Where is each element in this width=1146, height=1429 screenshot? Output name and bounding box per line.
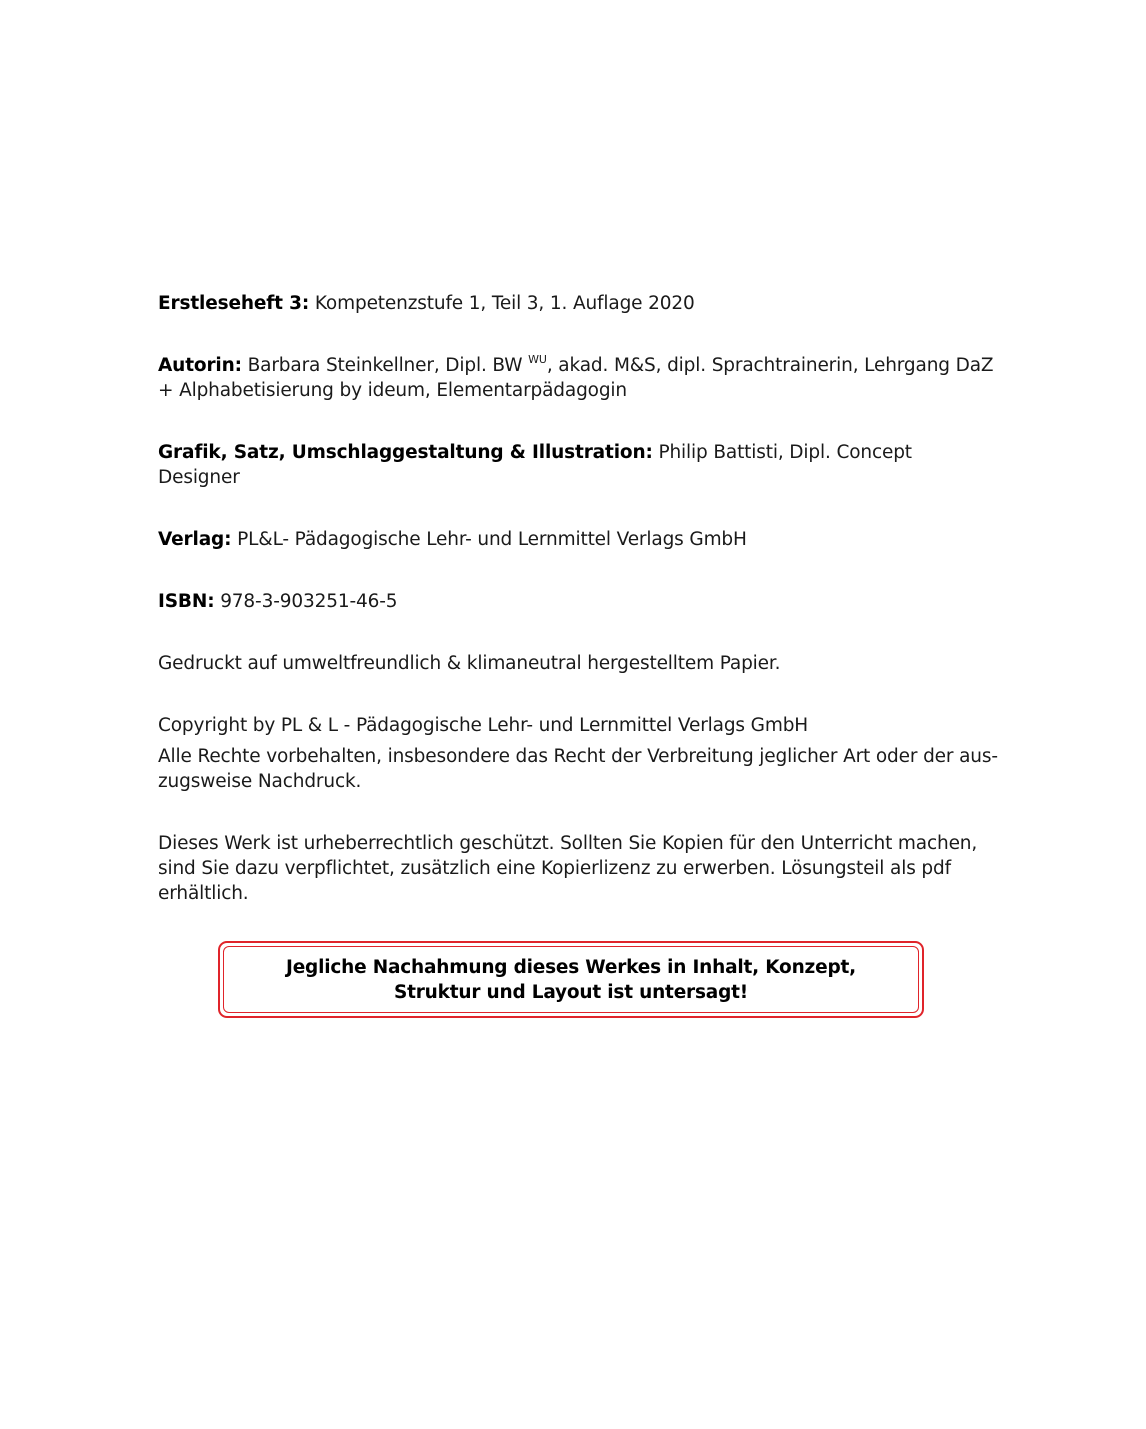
design-info xyxy=(158,440,998,490)
edition-text: Kompetenzstufe 1, Teil 3, 1. Auflage 2020 xyxy=(314,293,695,314)
isbn-info xyxy=(158,589,998,614)
imitation-warning-line-2: Struktur und Layout ist untersagt! xyxy=(393,981,748,1003)
isbn-text: 978-3-903251-46-5 xyxy=(220,591,398,612)
author-text-before: Barbara Steinkellner, Dipl. BW xyxy=(247,355,523,376)
copyright-line: Copyright by PL & L - Pädagogische Lehr- und Lernmittel Verlags GmbH xyxy=(158,715,809,736)
printed-note: Gedruckt auf umweltfreundlich & klimaneutral hergestelltem Papier. xyxy=(158,653,781,674)
author-label: Autorin: xyxy=(158,355,242,376)
isbn-label: ISBN: xyxy=(158,591,215,612)
imitation-warning-text xyxy=(286,955,856,1005)
author-text-after: , akad. M&S, dipl. Sprachtrainerin, Lehrgang DaZ + Alphabetisierung by ideum, Elementarpädagogin xyxy=(158,355,994,401)
edition-label: Erstleseheft 3: xyxy=(158,293,310,314)
imitation-warning-box xyxy=(218,941,924,1018)
imitation-warning-line-1: Jegliche Nachahmung dieses Werkes in Inhalt, Konzept, xyxy=(286,956,856,978)
publisher-info xyxy=(158,527,998,552)
publisher-text: PL&L- Pädagogische Lehr- und Lernmittel Verlags GmbH xyxy=(237,529,747,550)
protection-note: Dieses Werk ist urheberrechtlich geschützt. Sollten Sie Kopien für den Unterricht machen, sind Sie dazu verpflichtet, zusätzlich eine Kopierlizenz zu erwerben. Lösungsteil als pdf erhältlich. xyxy=(158,833,978,904)
author-degree-superscript: WU xyxy=(528,353,547,366)
design-label: Grafik, Satz, Umschlaggestaltung & Illustration: xyxy=(158,442,653,463)
design-text: Philip Battisti, Dipl. Concept Designer xyxy=(158,442,912,488)
publisher-label: Verlag: xyxy=(158,529,232,550)
edition-info xyxy=(158,291,998,316)
author-info xyxy=(158,353,998,403)
imitation-warning-inner xyxy=(223,946,919,1013)
rights-reserved: Alle Rechte vorbehalten, insbesondere das Recht der Verbreitung jeglicher Art oder der auszugsweise Nachdruck. xyxy=(158,746,999,792)
imprint xyxy=(158,291,998,906)
